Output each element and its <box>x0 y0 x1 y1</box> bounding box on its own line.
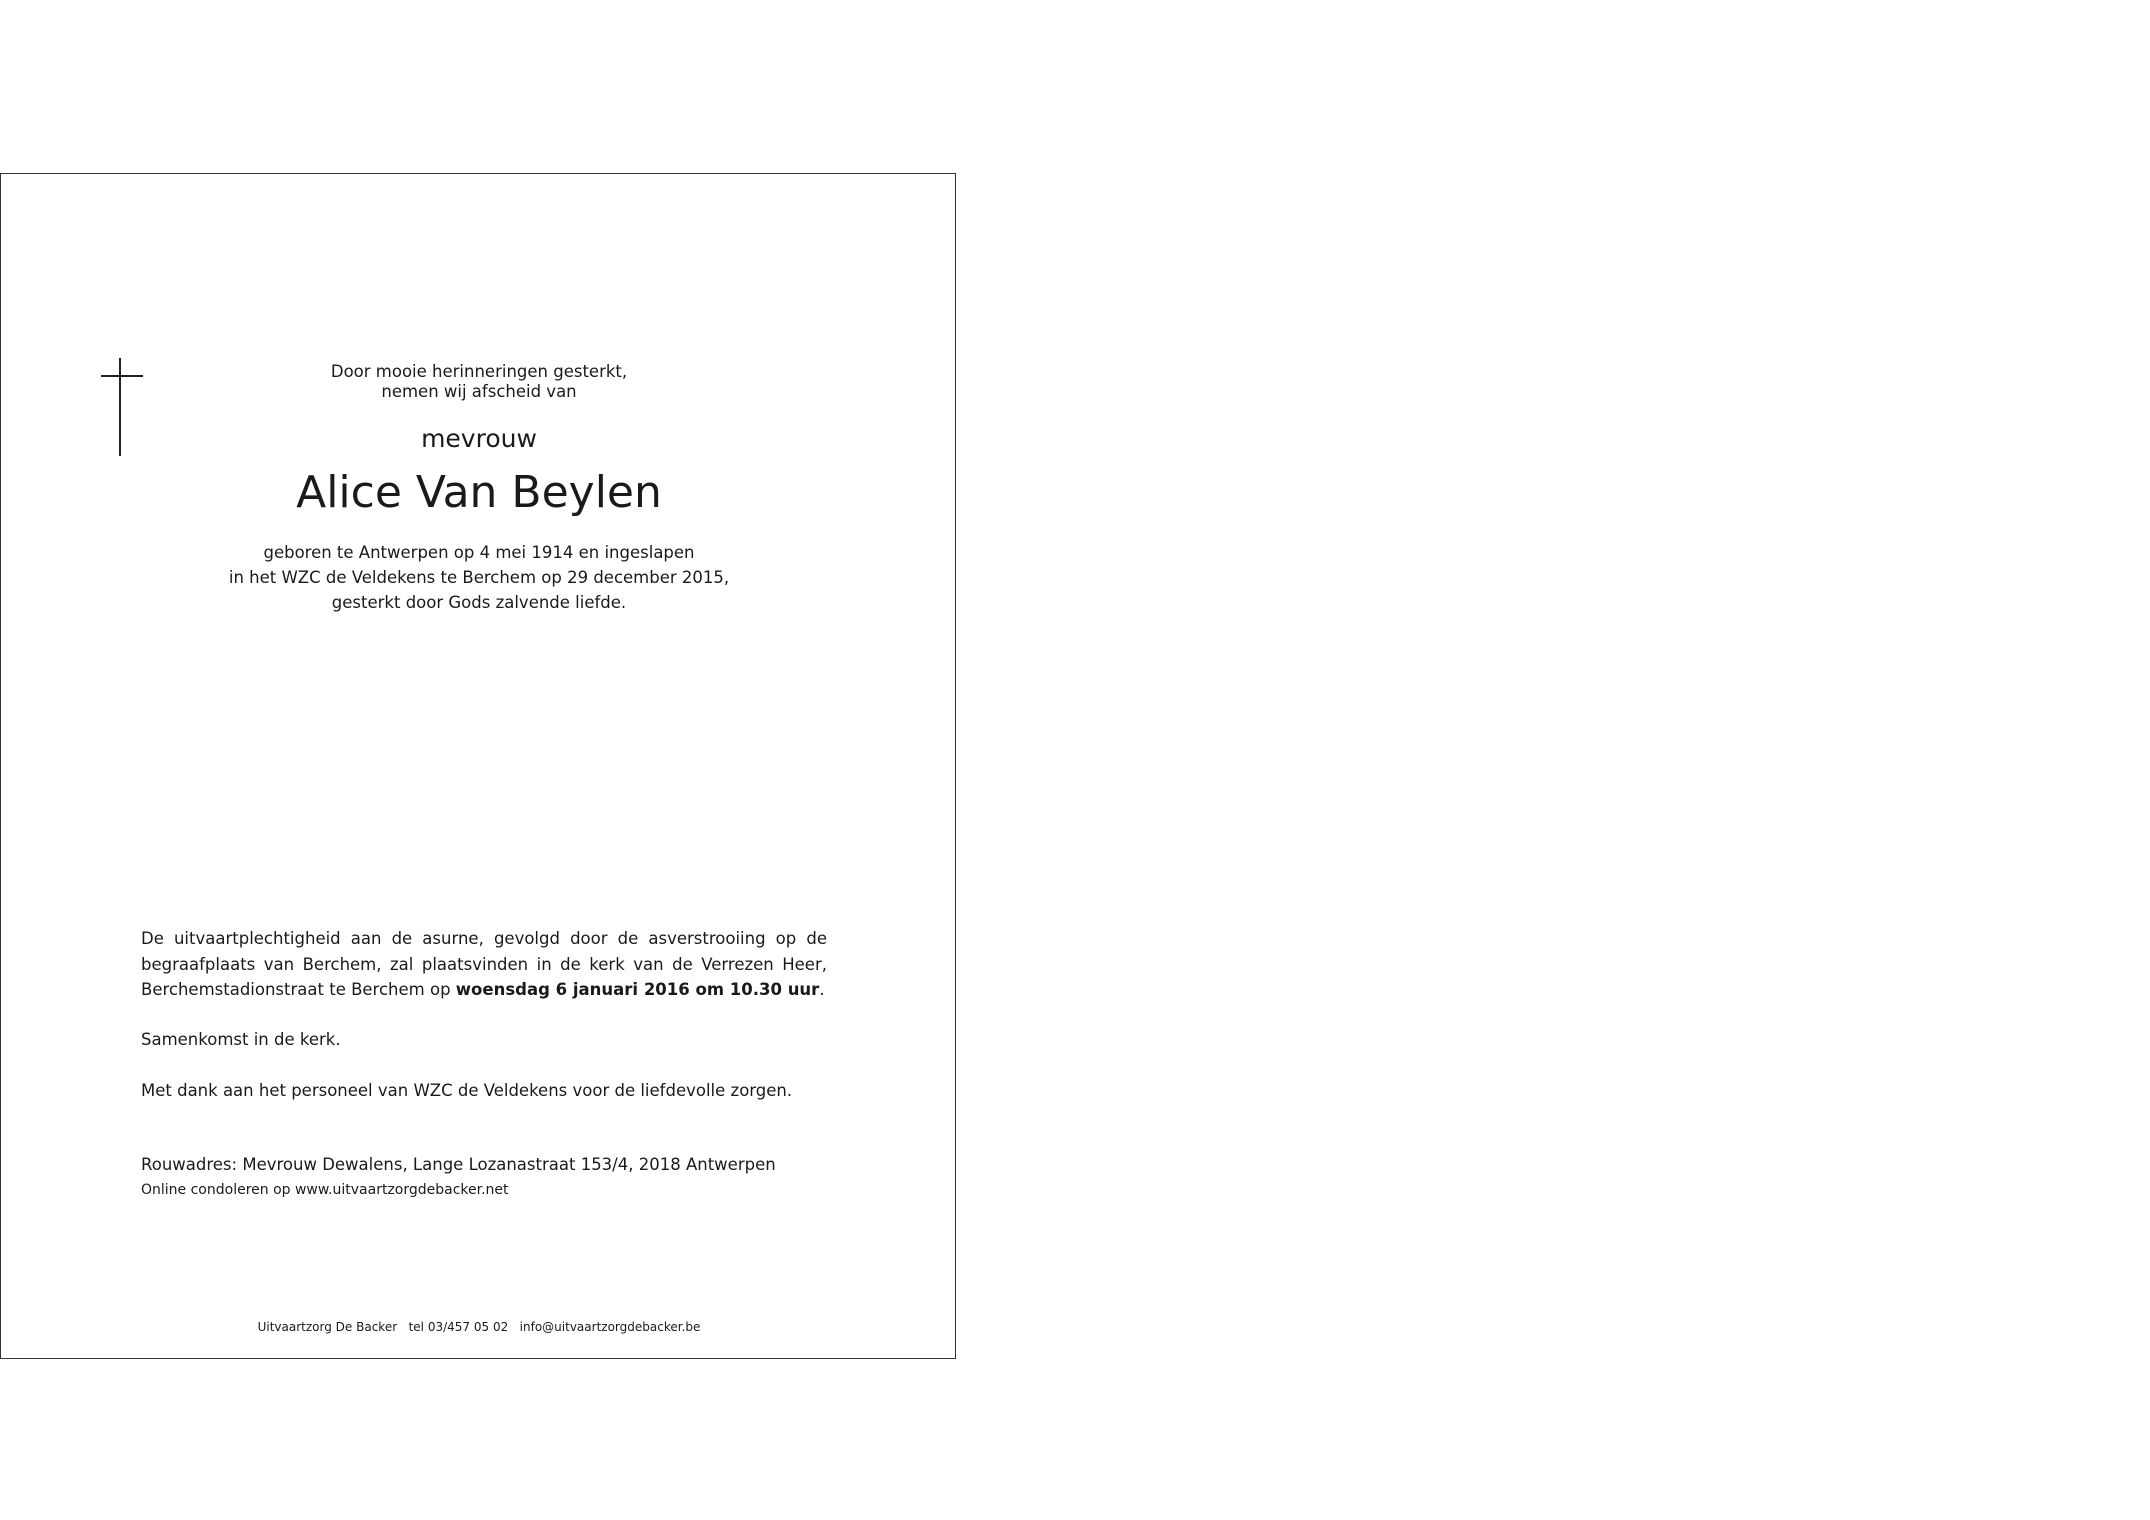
footer-company: Uitvaartzorg De Backer <box>257 1320 398 1334</box>
gathering-text: Samenkomst in de kerk. <box>141 1030 341 1049</box>
ceremony-date-time: woensdag 6 januari 2016 om 10.30 uur <box>455 980 820 999</box>
ceremony-text: De uitvaartplechtigheid aan de asurne, gevolgd door de asverstrooiing op de begraafplaats van Berchem, zal plaatsvinden in de kerk van de Verrezen Heer, Berchemstadionstraat te Berchem op <box>141 929 827 999</box>
intro-text <box>161 362 797 402</box>
thanks-text: Met dank aan het personeel van WZC de Veldekens voor de liefdevolle zorgen. <box>141 1081 793 1100</box>
online-condolences: Online condoleren op www.uitvaartzorgdebacker.net <box>141 1182 509 1198</box>
cross-icon <box>101 358 143 456</box>
mourning-address: Rouwadres: Mevrouw Dewalens, Lange Lozanastraat 153/4, 2018 Antwerpen <box>141 1155 776 1174</box>
bio-line-1: geboren te Antwerpen op 4 mei 1914 en ingeslapen <box>263 543 695 562</box>
intro-line-1: Door mooie herinneringen gesterkt, <box>330 362 628 381</box>
obituary-card <box>0 173 956 1359</box>
intro-line-2: nemen wij afscheid van <box>381 382 577 401</box>
bio-line-3: gesterkt door Gods zalvende liefde. <box>331 593 627 612</box>
ceremony-paragraph <box>141 926 827 1003</box>
bio-text <box>161 540 797 615</box>
footer-phone: tel 03/457 05 02 <box>408 1320 509 1334</box>
deceased-name: Alice Van Beylen <box>296 467 662 518</box>
honorific: mevrouw <box>421 424 537 453</box>
bio-line-2: in het WZC de Veldekens te Berchem op 29 december 2015, <box>228 568 730 587</box>
footer-email: info@uitvaartzorgdebacker.be <box>519 1320 701 1334</box>
ceremony-end: . <box>819 980 825 999</box>
footer <box>1 1319 957 1335</box>
